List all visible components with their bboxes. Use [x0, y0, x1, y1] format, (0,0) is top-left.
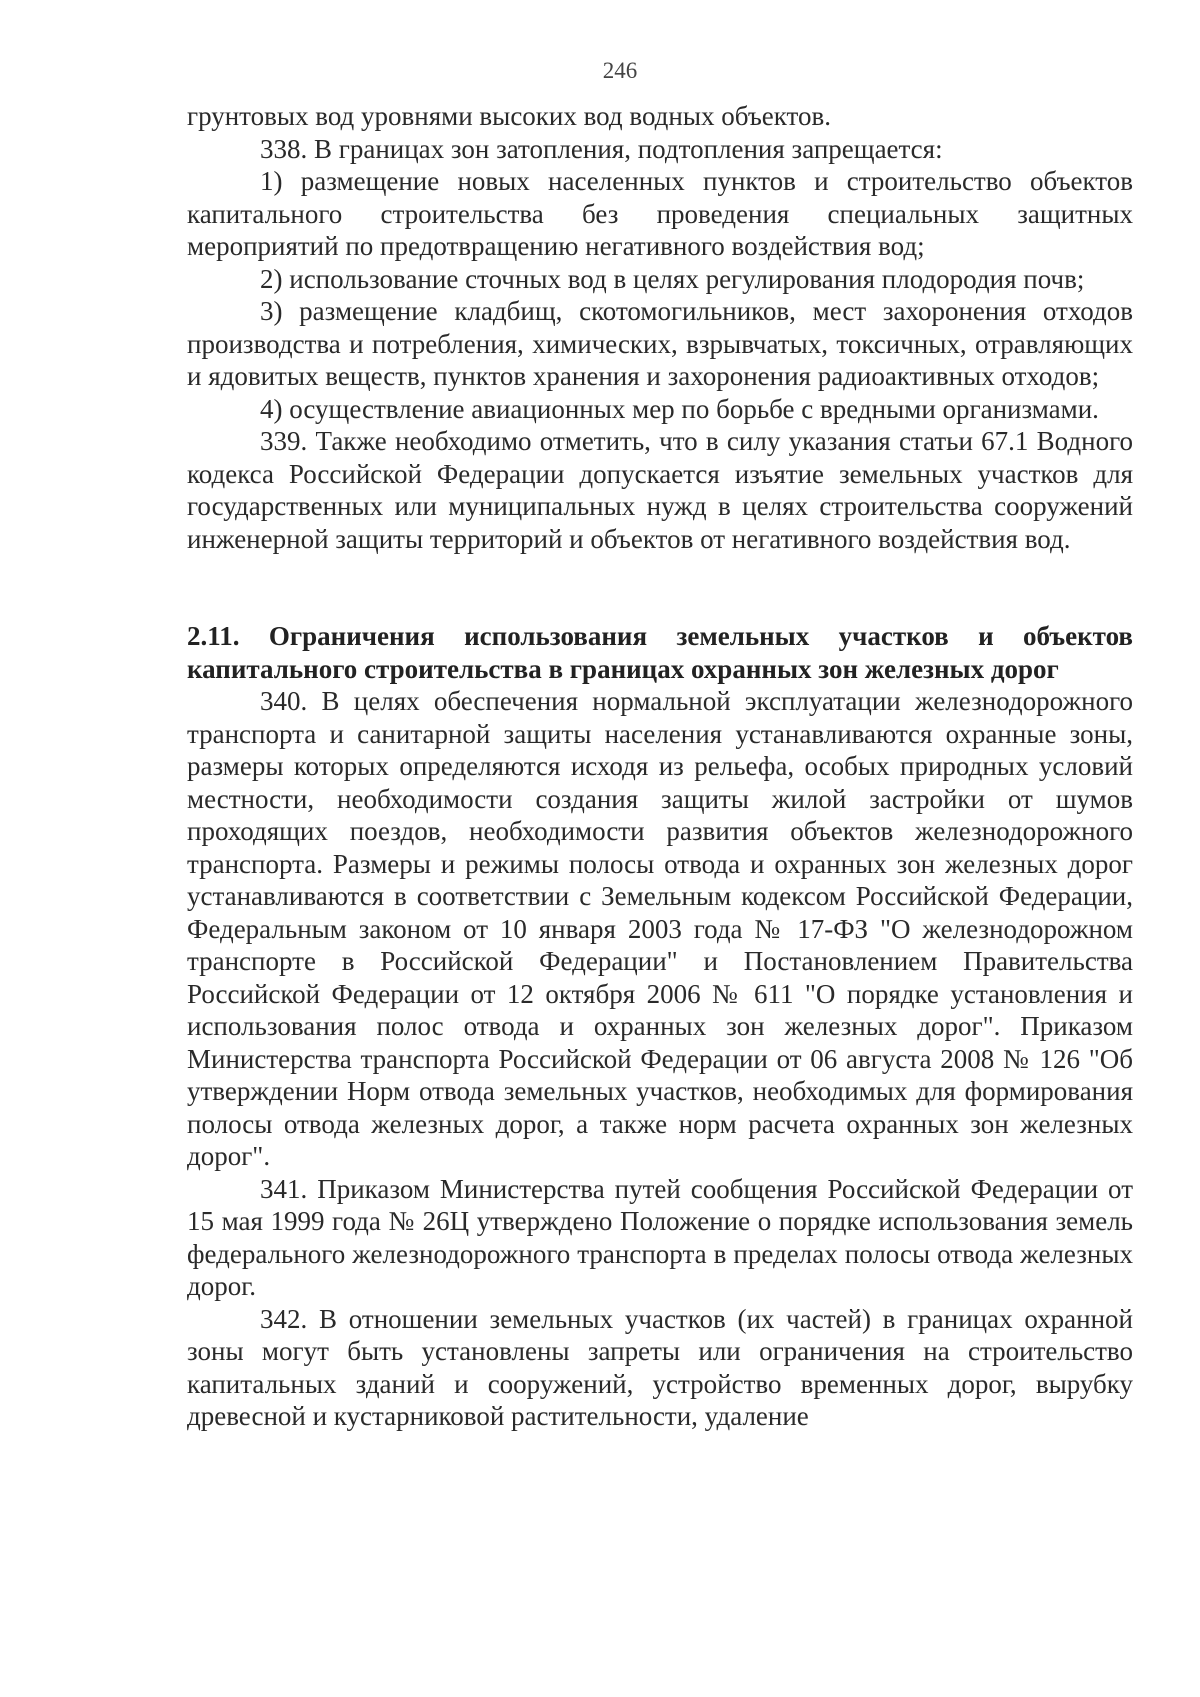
section-heading: 2.11. Ограничения использования земельных участков и объектов капитального строительства в границах охранных зон железных дорог [187, 621, 1133, 684]
section-gap [187, 555, 1133, 587]
paragraph-continuation: грунтовых вод уровнями высоких вод водных объектов. [187, 101, 831, 131]
list-item-4: 4) осуществление авиационных мер по борьбе с вредными организмами. [260, 393, 1099, 424]
page-number: 246 [602, 58, 638, 83]
list-item-3: 3) размещение кладбищ, скотомогильников, мест захоронения отходов производства и потребления, химических, взрывчатых, токсичных, отравляющих и ядовитых веществ, пунктов хранения и захоронения радиоактивных отходов; [187, 296, 1133, 391]
paragraph-338: 338. В границах зон затопления, подтопления запрещается: [260, 133, 943, 164]
list-item-2: 2) использование сточных вод в целях регулирования плодородия почв; [260, 263, 1085, 294]
paragraph-342: 342. В отношении земельных участков (их частей) в границах охранной зоны могут быть установлены запреты или ограничения на строительство капитальных зданий и сооружений, устройство временных дорог, вырубку древесной и кустарниковой растительности, удаление [187, 1303, 1133, 1431]
paragraph-340: 340. В целях обеспечения нормальной эксплуатации железнодорожного транспорта и санитарной защиты населения устанавливаются охранные зоны, размеры которых определяются исходя из рельефа, особых природных условий местности, необходимости создания защиты жилой застройки от шумов проходящих поездов, необходимости развития объектов железнодорожного транспорта. Размеры и режимы полосы отвода и охранных зон железных дорог устанавливаются в соответствии с Земельным кодексом Российской Федерации, Федеральным законом от 10 января 2003 года № 17-ФЗ "О железнодорожном транспорте в Российской Федерации" и Постановлением Правительства Российской Федерации от 12 октября 2006 № 611 "О порядке установления и использования полос отвода и охранных зон железных дорог". Приказом Министерства транспорта Российской Федерации от 06 августа 2008 № 126 "Об утверждении Норм отвода земельных участков, необходимых для формирования полосы отвода железных дорог, а также норм расчета охранных зон железных дорог". [187, 686, 1133, 1171]
list-item-1: 1) размещение новых населенных пунктов и строительство объектов капитального строительства без проведения специальных защитных мероприятий по предотвращению негативного воздействия вод; [187, 166, 1133, 261]
document-body [187, 100, 1133, 1433]
paragraph-341: 341. Приказом Министерства путей сообщения Российской Федерации от 15 мая 1999 года № 26Ц утверждено Положение о порядке использования земель федерального железнодорожного транспорта в пределах полосы отвода железных дорог. [187, 1173, 1133, 1301]
paragraph-339: 339. Также необходимо отметить, что в силу указания статьи 67.1 Водного кодекса Российской Федерации допускается изъятие земельных участков для государственных или муниципальных нужд в целях строительства сооружений инженерной защиты территорий и объектов от негативного воздействия вод. [187, 426, 1133, 554]
